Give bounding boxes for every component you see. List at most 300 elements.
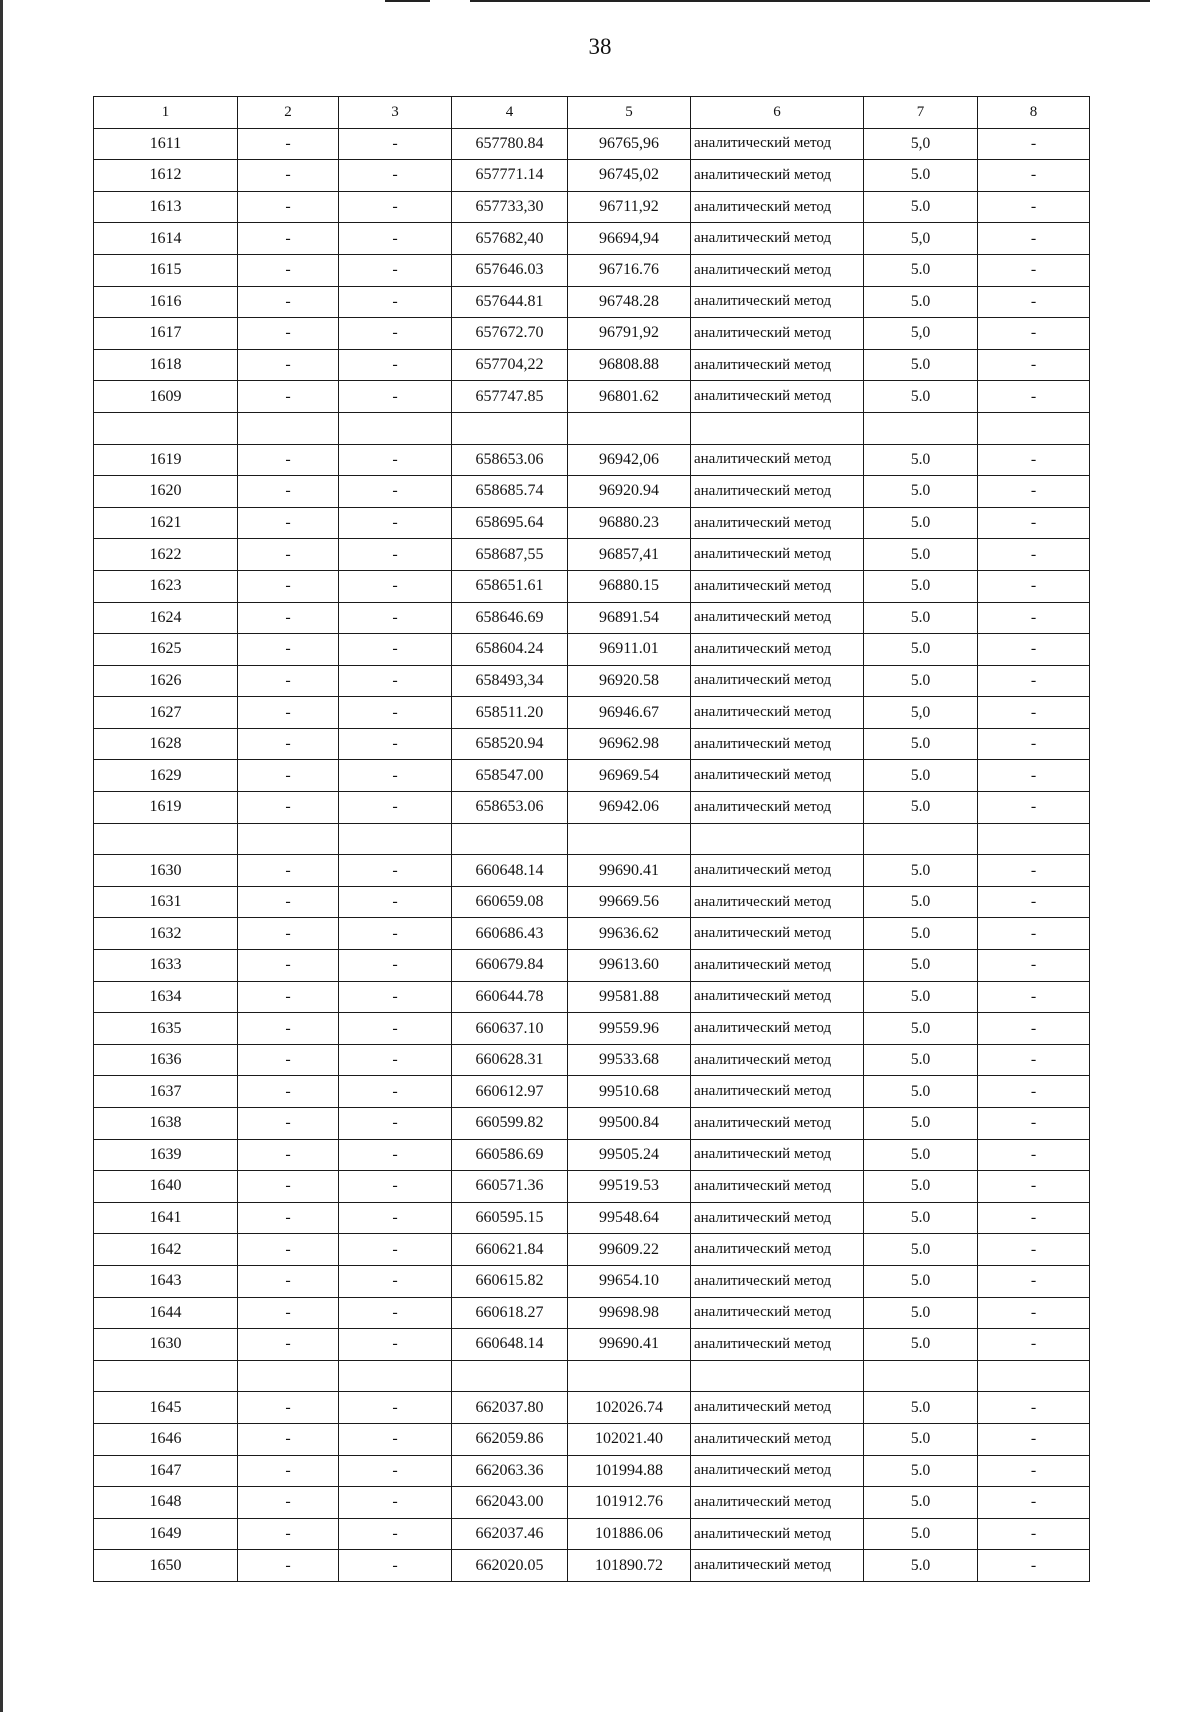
col8-cell: - (978, 507, 1090, 539)
col8-cell: - (978, 349, 1090, 381)
point-number-cell: 1647 (94, 1455, 238, 1487)
col2-cell: - (238, 1550, 339, 1582)
col2-cell: - (238, 318, 339, 350)
y-coordinate-cell: 99690.41 (568, 1329, 691, 1361)
accuracy-cell: 5.0 (864, 855, 978, 887)
point-number-cell: 1623 (94, 570, 238, 602)
y-coordinate-cell: 96911.01 (568, 634, 691, 666)
col2-cell: - (238, 886, 339, 918)
table-row (94, 1518, 1090, 1550)
table-row (94, 254, 1090, 286)
accuracy-cell: 5.0 (864, 634, 978, 666)
scan-edge-line (0, 0, 3, 1712)
column-header: 2 (238, 97, 339, 129)
point-number-cell: 1611 (94, 128, 238, 160)
col8-cell: - (978, 760, 1090, 792)
x-coordinate-cell: 658651.61 (452, 570, 568, 602)
table-row (94, 886, 1090, 918)
col3-cell: - (339, 191, 452, 223)
y-coordinate-cell: 96857,41 (568, 539, 691, 571)
y-coordinate-cell (568, 412, 691, 444)
col8-cell: - (978, 665, 1090, 697)
y-coordinate-cell: 102021.40 (568, 1423, 691, 1455)
col2-cell: - (238, 128, 339, 160)
y-coordinate-cell: 96920.58 (568, 665, 691, 697)
y-coordinate-cell: 96716.76 (568, 254, 691, 286)
accuracy-cell: 5.0 (864, 476, 978, 508)
point-number-cell: 1643 (94, 1265, 238, 1297)
accuracy-cell: 5.0 (864, 886, 978, 918)
point-number-cell: 1624 (94, 602, 238, 634)
accuracy-cell: 5.0 (864, 1234, 978, 1266)
x-coordinate-cell (452, 823, 568, 855)
x-coordinate-cell: 658646.69 (452, 602, 568, 634)
y-coordinate-cell: 96745,02 (568, 160, 691, 192)
col8-cell: - (978, 570, 1090, 602)
col8-cell: - (978, 476, 1090, 508)
method-cell: аналитический метод (691, 286, 864, 318)
col3-cell: - (339, 1013, 452, 1045)
y-coordinate-cell (568, 1360, 691, 1392)
col2-cell: - (238, 381, 339, 413)
col2-cell: - (238, 981, 339, 1013)
col2-cell: - (238, 1392, 339, 1424)
method-cell: аналитический метод (691, 1518, 864, 1550)
col2-cell: - (238, 697, 339, 729)
point-number-cell: 1637 (94, 1076, 238, 1108)
col8-cell: - (978, 886, 1090, 918)
col2-cell: - (238, 223, 339, 255)
y-coordinate-cell: 99613.60 (568, 950, 691, 982)
col2-cell: - (238, 570, 339, 602)
accuracy-cell: 5.0 (864, 792, 978, 824)
table-body (94, 97, 1090, 1582)
point-number-cell: 1619 (94, 444, 238, 476)
method-cell: аналитический метод (691, 254, 864, 286)
point-number-cell: 1615 (94, 254, 238, 286)
x-coordinate-cell: 660628.31 (452, 1044, 568, 1076)
accuracy-cell: 5.0 (864, 254, 978, 286)
point-number-cell: 1636 (94, 1044, 238, 1076)
col8-cell: - (978, 981, 1090, 1013)
accuracy-cell: 5.0 (864, 1329, 978, 1361)
method-cell: аналитический метод (691, 728, 864, 760)
col8-cell: - (978, 1265, 1090, 1297)
point-number-cell: 1612 (94, 160, 238, 192)
col8-cell: - (978, 1455, 1090, 1487)
col2-cell: - (238, 507, 339, 539)
table-row (94, 792, 1090, 824)
col8-cell (978, 1360, 1090, 1392)
col8-cell: - (978, 697, 1090, 729)
col8-cell: - (978, 444, 1090, 476)
x-coordinate-cell: 660648.14 (452, 1329, 568, 1361)
table-row (94, 1108, 1090, 1140)
accuracy-cell: 5.0 (864, 1297, 978, 1329)
column-header: 8 (978, 97, 1090, 129)
x-coordinate-cell: 662043.00 (452, 1487, 568, 1519)
method-cell: аналитический метод (691, 602, 864, 634)
point-number-cell: 1620 (94, 476, 238, 508)
y-coordinate-cell: 96711,92 (568, 191, 691, 223)
point-number-cell: 1617 (94, 318, 238, 350)
col2-cell: - (238, 191, 339, 223)
col3-cell: - (339, 1487, 452, 1519)
accuracy-cell: 5.0 (864, 1139, 978, 1171)
col3-cell: - (339, 128, 452, 160)
x-coordinate-cell: 660615.82 (452, 1265, 568, 1297)
col8-cell: - (978, 1487, 1090, 1519)
method-cell: аналитический метод (691, 191, 864, 223)
point-number-cell: 1609 (94, 381, 238, 413)
accuracy-cell: 5,0 (864, 697, 978, 729)
col3-cell: - (339, 223, 452, 255)
col2-cell: - (238, 476, 339, 508)
col8-cell: - (978, 318, 1090, 350)
x-coordinate-cell: 658493,34 (452, 665, 568, 697)
col3-cell: - (339, 570, 452, 602)
col3-cell: - (339, 507, 452, 539)
accuracy-cell: 5.0 (864, 665, 978, 697)
col2-cell: - (238, 1423, 339, 1455)
point-number-cell: 1619 (94, 792, 238, 824)
y-coordinate-cell: 96891.54 (568, 602, 691, 634)
method-cell: аналитический метод (691, 1550, 864, 1582)
method-cell: аналитический метод (691, 1297, 864, 1329)
point-number-cell: 1649 (94, 1518, 238, 1550)
accuracy-cell: 5.0 (864, 507, 978, 539)
table-header-row (94, 97, 1090, 129)
x-coordinate-cell: 660612.97 (452, 1076, 568, 1108)
table-row (94, 950, 1090, 982)
x-coordinate-cell: 660644.78 (452, 981, 568, 1013)
method-cell: аналитический метод (691, 1423, 864, 1455)
accuracy-cell: 5.0 (864, 1044, 978, 1076)
col2-cell (238, 412, 339, 444)
col8-cell: - (978, 223, 1090, 255)
y-coordinate-cell: 99581.88 (568, 981, 691, 1013)
method-cell: аналитический метод (691, 1329, 864, 1361)
x-coordinate-cell: 658520.94 (452, 728, 568, 760)
col3-cell: - (339, 886, 452, 918)
x-coordinate-cell: 658604.24 (452, 634, 568, 666)
accuracy-cell: 5.0 (864, 981, 978, 1013)
col8-cell: - (978, 286, 1090, 318)
x-coordinate-cell: 658511.20 (452, 697, 568, 729)
accuracy-cell: 5.0 (864, 570, 978, 602)
method-cell: аналитический метод (691, 349, 864, 381)
y-coordinate-cell: 99690.41 (568, 855, 691, 887)
accuracy-cell: 5.0 (864, 950, 978, 982)
accuracy-cell: 5.0 (864, 1550, 978, 1582)
col3-cell: - (339, 160, 452, 192)
method-cell: аналитический метод (691, 760, 864, 792)
table-row (94, 1139, 1090, 1171)
column-header: 6 (691, 97, 864, 129)
table-row (94, 1423, 1090, 1455)
method-cell: аналитический метод (691, 539, 864, 571)
method-cell: аналитический метод (691, 1234, 864, 1266)
separator-row (94, 1360, 1090, 1392)
accuracy-cell (864, 1360, 978, 1392)
x-coordinate-cell: 658695.64 (452, 507, 568, 539)
accuracy-cell: 5.0 (864, 286, 978, 318)
col2-cell: - (238, 855, 339, 887)
y-coordinate-cell: 96942.06 (568, 792, 691, 824)
col8-cell: - (978, 1392, 1090, 1424)
y-coordinate-cell: 101912.76 (568, 1487, 691, 1519)
method-cell (691, 1360, 864, 1392)
accuracy-cell (864, 823, 978, 855)
x-coordinate-cell: 660595.15 (452, 1202, 568, 1234)
col8-cell: - (978, 254, 1090, 286)
col8-cell (978, 412, 1090, 444)
column-header: 4 (452, 97, 568, 129)
col3-cell: - (339, 1297, 452, 1329)
col2-cell: - (238, 728, 339, 760)
table-row (94, 1076, 1090, 1108)
y-coordinate-cell: 96765,96 (568, 128, 691, 160)
col8-cell: - (978, 160, 1090, 192)
table-row (94, 634, 1090, 666)
y-coordinate-cell: 99548.64 (568, 1202, 691, 1234)
accuracy-cell: 5.0 (864, 539, 978, 571)
page-number: 38 (588, 34, 612, 59)
y-coordinate-cell: 96694,94 (568, 223, 691, 255)
scan-top-line (470, 0, 1150, 2)
column-header: 1 (94, 97, 238, 129)
point-number-cell: 1646 (94, 1423, 238, 1455)
col3-cell: - (339, 1076, 452, 1108)
accuracy-cell: 5.0 (864, 1392, 978, 1424)
col8-cell: - (978, 1550, 1090, 1582)
col3-cell: - (339, 1550, 452, 1582)
x-coordinate-cell: 662037.46 (452, 1518, 568, 1550)
point-number-cell: 1628 (94, 728, 238, 760)
col8-cell: - (978, 1139, 1090, 1171)
col8-cell (978, 823, 1090, 855)
accuracy-cell: 5.0 (864, 1455, 978, 1487)
method-cell: аналитический метод (691, 697, 864, 729)
y-coordinate-cell: 96748.28 (568, 286, 691, 318)
method-cell: аналитический метод (691, 886, 864, 918)
y-coordinate-cell: 96880.15 (568, 570, 691, 602)
table-row (94, 1265, 1090, 1297)
method-cell: аналитический метод (691, 1265, 864, 1297)
method-cell: аналитический метод (691, 507, 864, 539)
col2-cell: - (238, 792, 339, 824)
x-coordinate-cell: 662059.86 (452, 1423, 568, 1455)
table-row (94, 697, 1090, 729)
method-cell: аналитический метод (691, 318, 864, 350)
y-coordinate-cell: 101890.72 (568, 1550, 691, 1582)
point-number-cell: 1634 (94, 981, 238, 1013)
accuracy-cell: 5.0 (864, 381, 978, 413)
table-row (94, 665, 1090, 697)
method-cell (691, 412, 864, 444)
y-coordinate-cell: 99698.98 (568, 1297, 691, 1329)
col2-cell: - (238, 950, 339, 982)
point-number-cell: 1618 (94, 349, 238, 381)
x-coordinate-cell: 658687,55 (452, 539, 568, 571)
col3-cell: - (339, 1108, 452, 1140)
method-cell: аналитический метод (691, 444, 864, 476)
col2-cell: - (238, 254, 339, 286)
col2-cell: - (238, 1044, 339, 1076)
y-coordinate-cell: 99654.10 (568, 1265, 691, 1297)
point-number-cell: 1630 (94, 1329, 238, 1361)
method-cell: аналитический метод (691, 570, 864, 602)
point-number-cell: 1631 (94, 886, 238, 918)
x-coordinate-cell: 657644.81 (452, 286, 568, 318)
method-cell: аналитический метод (691, 855, 864, 887)
x-coordinate-cell: 658547.00 (452, 760, 568, 792)
x-coordinate-cell: 657733,30 (452, 191, 568, 223)
col2-cell: - (238, 1455, 339, 1487)
col2-cell: - (238, 1202, 339, 1234)
col3-cell: - (339, 1139, 452, 1171)
method-cell: аналитический метод (691, 1392, 864, 1424)
x-coordinate-cell: 662063.36 (452, 1455, 568, 1487)
point-number-cell: 1621 (94, 507, 238, 539)
point-number-cell: 1638 (94, 1108, 238, 1140)
col8-cell: - (978, 381, 1090, 413)
col2-cell: - (238, 1265, 339, 1297)
point-number-cell: 1645 (94, 1392, 238, 1424)
method-cell: аналитический метод (691, 381, 864, 413)
table-row (94, 981, 1090, 1013)
col8-cell: - (978, 1044, 1090, 1076)
table-row (94, 128, 1090, 160)
col2-cell: - (238, 602, 339, 634)
column-header: 3 (339, 97, 452, 129)
accuracy-cell: 5.0 (864, 1423, 978, 1455)
method-cell (691, 823, 864, 855)
col3-cell (339, 1360, 452, 1392)
table-row (94, 760, 1090, 792)
accuracy-cell: 5.0 (864, 1171, 978, 1203)
col3-cell: - (339, 1171, 452, 1203)
table-row (94, 1487, 1090, 1519)
col8-cell: - (978, 602, 1090, 634)
table-row (94, 476, 1090, 508)
col8-cell: - (978, 1171, 1090, 1203)
y-coordinate-cell: 99500.84 (568, 1108, 691, 1140)
method-cell: аналитический метод (691, 476, 864, 508)
separator-row (94, 412, 1090, 444)
method-cell: аналитический метод (691, 634, 864, 666)
point-number-cell: 1616 (94, 286, 238, 318)
col3-cell: - (339, 286, 452, 318)
col8-cell: - (978, 792, 1090, 824)
col3-cell: - (339, 792, 452, 824)
col3-cell: - (339, 444, 452, 476)
table-row (94, 1234, 1090, 1266)
method-cell: аналитический метод (691, 981, 864, 1013)
x-coordinate-cell: 660637.10 (452, 1013, 568, 1045)
col3-cell: - (339, 697, 452, 729)
point-number-cell (94, 1360, 238, 1392)
point-number-cell: 1639 (94, 1139, 238, 1171)
y-coordinate-cell: 99510.68 (568, 1076, 691, 1108)
col8-cell: - (978, 128, 1090, 160)
method-cell: аналитический метод (691, 160, 864, 192)
scan-top-line (385, 0, 430, 2)
x-coordinate-cell: 660659.08 (452, 886, 568, 918)
accuracy-cell: 5.0 (864, 1202, 978, 1234)
col3-cell: - (339, 1392, 452, 1424)
y-coordinate-cell: 96946.67 (568, 697, 691, 729)
x-coordinate-cell: 662037.80 (452, 1392, 568, 1424)
col3-cell: - (339, 349, 452, 381)
method-cell: аналитический метод (691, 1044, 864, 1076)
col2-cell: - (238, 1171, 339, 1203)
col3-cell: - (339, 728, 452, 760)
point-number-cell: 1627 (94, 697, 238, 729)
point-number-cell: 1629 (94, 760, 238, 792)
table-row (94, 1329, 1090, 1361)
col3-cell: - (339, 981, 452, 1013)
col8-cell: - (978, 728, 1090, 760)
col3-cell (339, 823, 452, 855)
table-row (94, 1550, 1090, 1582)
y-coordinate-cell: 99505.24 (568, 1139, 691, 1171)
point-number-cell: 1650 (94, 1550, 238, 1582)
y-coordinate-cell: 96962.98 (568, 728, 691, 760)
table-row (94, 160, 1090, 192)
table-row (94, 444, 1090, 476)
col8-cell: - (978, 1329, 1090, 1361)
col3-cell: - (339, 1329, 452, 1361)
col2-cell: - (238, 349, 339, 381)
accuracy-cell: 5.0 (864, 1108, 978, 1140)
accuracy-cell: 5,0 (864, 318, 978, 350)
method-cell: аналитический метод (691, 1171, 864, 1203)
col3-cell: - (339, 1455, 452, 1487)
table-row (94, 1171, 1090, 1203)
table-row (94, 1455, 1090, 1487)
table-row (94, 1044, 1090, 1076)
separator-row (94, 823, 1090, 855)
col2-cell: - (238, 1297, 339, 1329)
col2-cell: - (238, 760, 339, 792)
col3-cell: - (339, 665, 452, 697)
col8-cell: - (978, 918, 1090, 950)
y-coordinate-cell: 99669.56 (568, 886, 691, 918)
x-coordinate-cell: 657682,40 (452, 223, 568, 255)
col3-cell: - (339, 855, 452, 887)
method-cell: аналитический метод (691, 950, 864, 982)
x-coordinate-cell: 660618.27 (452, 1297, 568, 1329)
table-row (94, 286, 1090, 318)
method-cell: аналитический метод (691, 1013, 864, 1045)
table-row (94, 1297, 1090, 1329)
accuracy-cell: 5.0 (864, 1076, 978, 1108)
accuracy-cell: 5.0 (864, 1013, 978, 1045)
col3-cell: - (339, 539, 452, 571)
y-coordinate-cell: 96808.88 (568, 349, 691, 381)
method-cell: аналитический метод (691, 1108, 864, 1140)
col3-cell: - (339, 1265, 452, 1297)
point-number-cell: 1622 (94, 539, 238, 571)
col3-cell: - (339, 476, 452, 508)
method-cell: аналитический метод (691, 128, 864, 160)
col2-cell (238, 823, 339, 855)
col2-cell: - (238, 1487, 339, 1519)
method-cell: аналитический метод (691, 1455, 864, 1487)
col8-cell: - (978, 1076, 1090, 1108)
col2-cell: - (238, 1234, 339, 1266)
